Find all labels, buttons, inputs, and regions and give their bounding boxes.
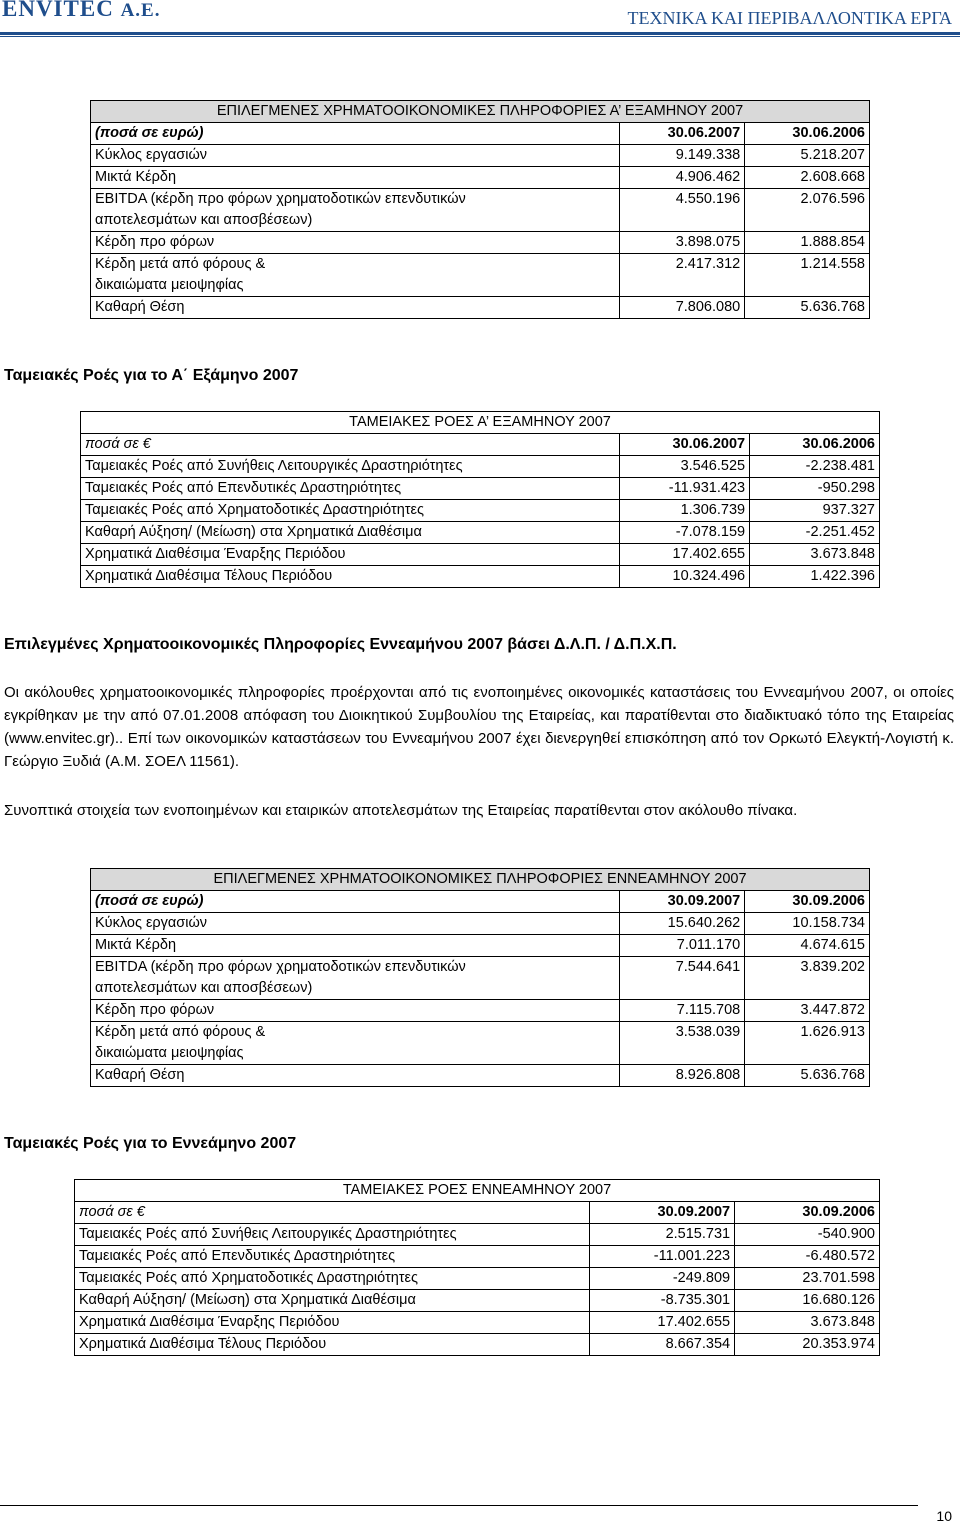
row-value-2: 937.327 bbox=[750, 500, 880, 522]
row-value-2: 1.626.913 bbox=[745, 1022, 870, 1065]
row-value-1: -11.931.423 bbox=[620, 478, 750, 500]
table-row bbox=[81, 566, 880, 588]
table-title: ΤΑΜΕΙΑΚΕΣ ΡΟΕΣ ΕΝΝΕΑΜΗΝΟΥ 2007 bbox=[75, 1180, 880, 1202]
column-header-year1: 30.09.2007 bbox=[590, 1202, 735, 1224]
row-value-2: 4.674.615 bbox=[745, 935, 870, 957]
company-logo bbox=[2, 0, 160, 22]
row-label: Καθαρή Θέση bbox=[91, 297, 620, 319]
table-title: ΕΠΙΛΕΓΜΕΝΕΣ ΧΡΗΜΑΤΟΟΙΚΟΝΟΜΙΚΕΣ ΠΛΗΡΟΦΟΡΙΕΣ Α’ ΕΞΑΜΗΝΟΥ 2007 bbox=[91, 101, 870, 123]
table-row bbox=[75, 1268, 880, 1290]
row-value-1: 17.402.655 bbox=[590, 1312, 735, 1334]
page-number: 10 bbox=[936, 1508, 952, 1524]
table-row bbox=[75, 1290, 880, 1312]
row-value-1: 7.011.170 bbox=[620, 935, 745, 957]
row-value-1: 3.546.525 bbox=[620, 456, 750, 478]
row-value-2: 3.839.202 bbox=[745, 957, 870, 1000]
row-value-1: -11.001.223 bbox=[590, 1246, 735, 1268]
row-value-2: 2.608.668 bbox=[745, 167, 870, 189]
table-title: ΕΠΙΛΕΓΜΕΝΕΣ ΧΡΗΜΑΤΟΟΙΚΟΝΟΜΙΚΕΣ ΠΛΗΡΟΦΟΡΙΕΣ ΕΝΝΕΑΜΗΝΟΥ 2007 bbox=[91, 869, 870, 891]
column-header-label: ποσά σε € bbox=[81, 434, 620, 456]
row-value-1: 7.806.080 bbox=[620, 297, 745, 319]
row-value-1: 2.417.312 bbox=[620, 254, 745, 297]
row-value-2: 3.447.872 bbox=[745, 1000, 870, 1022]
table-row bbox=[91, 232, 870, 254]
row-value-1: 3.898.075 bbox=[620, 232, 745, 254]
row-value-2: -6.480.572 bbox=[735, 1246, 880, 1268]
row-value-1: 8.926.808 bbox=[620, 1065, 745, 1087]
row-value-1: 1.306.739 bbox=[620, 500, 750, 522]
row-label: Χρηματικά Διαθέσιμα Τέλους Περιόδου bbox=[75, 1334, 590, 1356]
table-six-month-financials bbox=[90, 100, 870, 319]
row-value-2: 1.214.558 bbox=[745, 254, 870, 297]
row-label: Μικτά Κέρδη bbox=[91, 167, 620, 189]
table-row bbox=[75, 1224, 880, 1246]
row-label: Χρηματικά Διαθέσιμα Τέλους Περιόδου bbox=[81, 566, 620, 588]
table-row bbox=[91, 297, 870, 319]
row-label: EBITDA (κέρδη προ φόρων χρηματοδοτικών επενδυτικών αποτελεσμάτων και αποσβέσεων) bbox=[91, 189, 620, 232]
table-row bbox=[91, 935, 870, 957]
row-label: Καθαρή Αύξηση/ (Μείωση) στα Χρηματικά Διαθέσιμα bbox=[81, 522, 620, 544]
row-value-1: 17.402.655 bbox=[620, 544, 750, 566]
row-value-2: 20.353.974 bbox=[735, 1334, 880, 1356]
column-header-label: (ποσά σε ευρώ) bbox=[91, 891, 620, 913]
row-value-2: 5.636.768 bbox=[745, 297, 870, 319]
row-value-1: 9.149.338 bbox=[620, 145, 745, 167]
row-value-1: 2.515.731 bbox=[590, 1224, 735, 1246]
column-header-year1: 30.06.2007 bbox=[620, 123, 745, 145]
table-row bbox=[81, 522, 880, 544]
header-tagline: ΤΕΧΝΙΚΑ ΚΑΙ ΠΕΡΙΒΑΛΛΟΝΤΙΚΑ ΕΡΓΑ bbox=[627, 8, 952, 28]
section-heading-nine-month: Επιλεγμένες Χρηματοοικονομικές Πληροφορίες Εννεαμήνου 2007 βάσει Δ.Λ.Π. / Δ.Π.Χ.Π. bbox=[4, 636, 677, 653]
row-value-2: 5.636.768 bbox=[745, 1065, 870, 1087]
row-label: Ταμειακές Ροές από Επενδυτικές Δραστηριότητες bbox=[81, 478, 620, 500]
row-value-2: 2.076.596 bbox=[745, 189, 870, 232]
row-label: Ταμειακές Ροές από Επενδυτικές Δραστηριότητες bbox=[75, 1246, 590, 1268]
row-value-2: 23.701.598 bbox=[735, 1268, 880, 1290]
intro-paragraph: Οι ακόλουθες χρηματοοικονομικές πληροφορίες προέρχονται από τις ενοποιημένες οικονομικές καταστάσεις του Εννεαμήνου 2007, οι οποίες εγκρίθηκαν με την από 07.01.2008 απόφαση του Διοικητικού Συμβουλίου της Εταιρείας, και παρατίθενται στο διαδικτυακό τόπο της Εταιρείας (www.envitec.gr).. Επί των οικονομικών καταστάσεων του Εννεαμήνου 2007 έχει διενεργηθεί επισκόπηση από τον Ορκωτό Ελεγκτή-Λογιστή κ. Γεώργιο Ξυδιά (Α.Μ. ΣΟΕΛ 11561). bbox=[4, 684, 954, 770]
row-value-2: 16.680.126 bbox=[735, 1290, 880, 1312]
table-six-month-cashflows bbox=[80, 411, 880, 588]
row-value-1: -8.735.301 bbox=[590, 1290, 735, 1312]
row-label: Καθαρή Αύξηση/ (Μείωση) στα Χρηματικά Διαθέσιμα bbox=[75, 1290, 590, 1312]
table-row bbox=[91, 167, 870, 189]
section-heading-cashflow-9m: Ταμειακές Ροές για το Εννεάμηνο 2007 bbox=[4, 1135, 297, 1152]
column-header-year2: 30.09.2006 bbox=[735, 1202, 880, 1224]
column-header-label: (ποσά σε ευρώ) bbox=[91, 123, 620, 145]
table-row bbox=[91, 913, 870, 935]
column-header-year1: 30.09.2007 bbox=[620, 891, 745, 913]
table-row bbox=[91, 1000, 870, 1022]
row-label: EBITDA (κέρδη προ φόρων χρηματοδοτικών επενδυτικών αποτελεσμάτων και αποσβέσεων) bbox=[91, 957, 620, 1000]
row-label: Ταμειακές Ροές από Συνήθεις Λειτουργικές Δραστηριότητες bbox=[81, 456, 620, 478]
row-label: Κέρδη μετά από φόρους & δικαιώματα μειοψηφίας bbox=[91, 1022, 620, 1065]
table-row bbox=[91, 254, 870, 297]
row-value-2: -2.251.452 bbox=[750, 522, 880, 544]
page-header bbox=[0, 0, 960, 34]
column-header-year2: 30.06.2006 bbox=[750, 434, 880, 456]
table-row bbox=[91, 145, 870, 167]
table-row bbox=[81, 500, 880, 522]
header-divider-thin bbox=[0, 36, 960, 37]
row-value-2: 3.673.848 bbox=[735, 1312, 880, 1334]
table-row bbox=[75, 1246, 880, 1268]
table-row bbox=[75, 1312, 880, 1334]
table-row bbox=[81, 478, 880, 500]
row-value-2: -950.298 bbox=[750, 478, 880, 500]
row-value-1: 15.640.262 bbox=[620, 913, 745, 935]
row-label: Χρηματικά Διαθέσιμα Έναρξης Περιόδου bbox=[81, 544, 620, 566]
row-value-1: 7.544.641 bbox=[620, 957, 745, 1000]
table-row bbox=[81, 544, 880, 566]
row-label: Κύκλος εργασιών bbox=[91, 913, 620, 935]
row-label: Ταμειακές Ροές από Χρηματοδοτικές Δραστηριότητες bbox=[81, 500, 620, 522]
table-title: ΤΑΜΕΙΑΚΕΣ ΡΟΕΣ Α’ ΕΞΑΜΗΝΟΥ 2007 bbox=[81, 412, 880, 434]
row-value-1: 8.667.354 bbox=[590, 1334, 735, 1356]
column-header-label: ποσά σε € bbox=[75, 1202, 590, 1224]
row-value-1: -249.809 bbox=[590, 1268, 735, 1290]
table-row bbox=[91, 1022, 870, 1065]
logo-suffix: Α.Ε. bbox=[120, 0, 161, 21]
table-row bbox=[81, 456, 880, 478]
column-header-year2: 30.09.2006 bbox=[745, 891, 870, 913]
row-value-1: 4.906.462 bbox=[620, 167, 745, 189]
column-header-year2: 30.06.2006 bbox=[745, 123, 870, 145]
table-row bbox=[91, 189, 870, 232]
row-label: Ταμειακές Ροές από Συνήθεις Λειτουργικές Δραστηριότητες bbox=[75, 1224, 590, 1246]
row-label: Κέρδη μετά από φόρους & δικαιώματα μειοψηφίας bbox=[91, 254, 620, 297]
row-value-2: 5.218.207 bbox=[745, 145, 870, 167]
row-label: Κέρδη προ φόρων bbox=[91, 1000, 620, 1022]
footer-divider bbox=[0, 1505, 918, 1506]
row-label: Μικτά Κέρδη bbox=[91, 935, 620, 957]
table-row bbox=[75, 1334, 880, 1356]
section-heading-cashflow-6m: Ταμειακές Ροές για το Α΄ Εξάμηνο 2007 bbox=[4, 367, 299, 384]
row-value-1: 3.538.039 bbox=[620, 1022, 745, 1065]
row-value-2: -2.238.481 bbox=[750, 456, 880, 478]
table-nine-month-cashflows bbox=[74, 1179, 880, 1356]
table-row bbox=[91, 1065, 870, 1087]
row-value-2: 3.673.848 bbox=[750, 544, 880, 566]
row-value-2: -540.900 bbox=[735, 1224, 880, 1246]
row-label: Καθαρή Θέση bbox=[91, 1065, 620, 1087]
header-divider bbox=[0, 32, 960, 35]
row-label: Χρηματικά Διαθέσιμα Έναρξης Περιόδου bbox=[75, 1312, 590, 1334]
row-value-1: 7.115.708 bbox=[620, 1000, 745, 1022]
row-label: Κύκλος εργασιών bbox=[91, 145, 620, 167]
logo-text: ENVITEC bbox=[2, 0, 114, 21]
column-header-year1: 30.06.2007 bbox=[620, 434, 750, 456]
row-value-2: 1.888.854 bbox=[745, 232, 870, 254]
row-value-2: 1.422.396 bbox=[750, 566, 880, 588]
summary-paragraph: Συνοπτικά στοιχεία των ενοποιημένων και εταιρικών αποτελεσμάτων της Εταιρείας παρατίθενται στον ακόλουθο πίνακα. bbox=[4, 802, 798, 819]
row-value-1: 10.324.496 bbox=[620, 566, 750, 588]
row-value-1: -7.078.159 bbox=[620, 522, 750, 544]
row-label: Κέρδη προ φόρων bbox=[91, 232, 620, 254]
table-row bbox=[91, 957, 870, 1000]
table-nine-month-financials bbox=[90, 868, 870, 1087]
row-label: Ταμειακές Ροές από Χρηματοδοτικές Δραστηριότητες bbox=[75, 1268, 590, 1290]
row-value-1: 4.550.196 bbox=[620, 189, 745, 232]
row-value-2: 10.158.734 bbox=[745, 913, 870, 935]
